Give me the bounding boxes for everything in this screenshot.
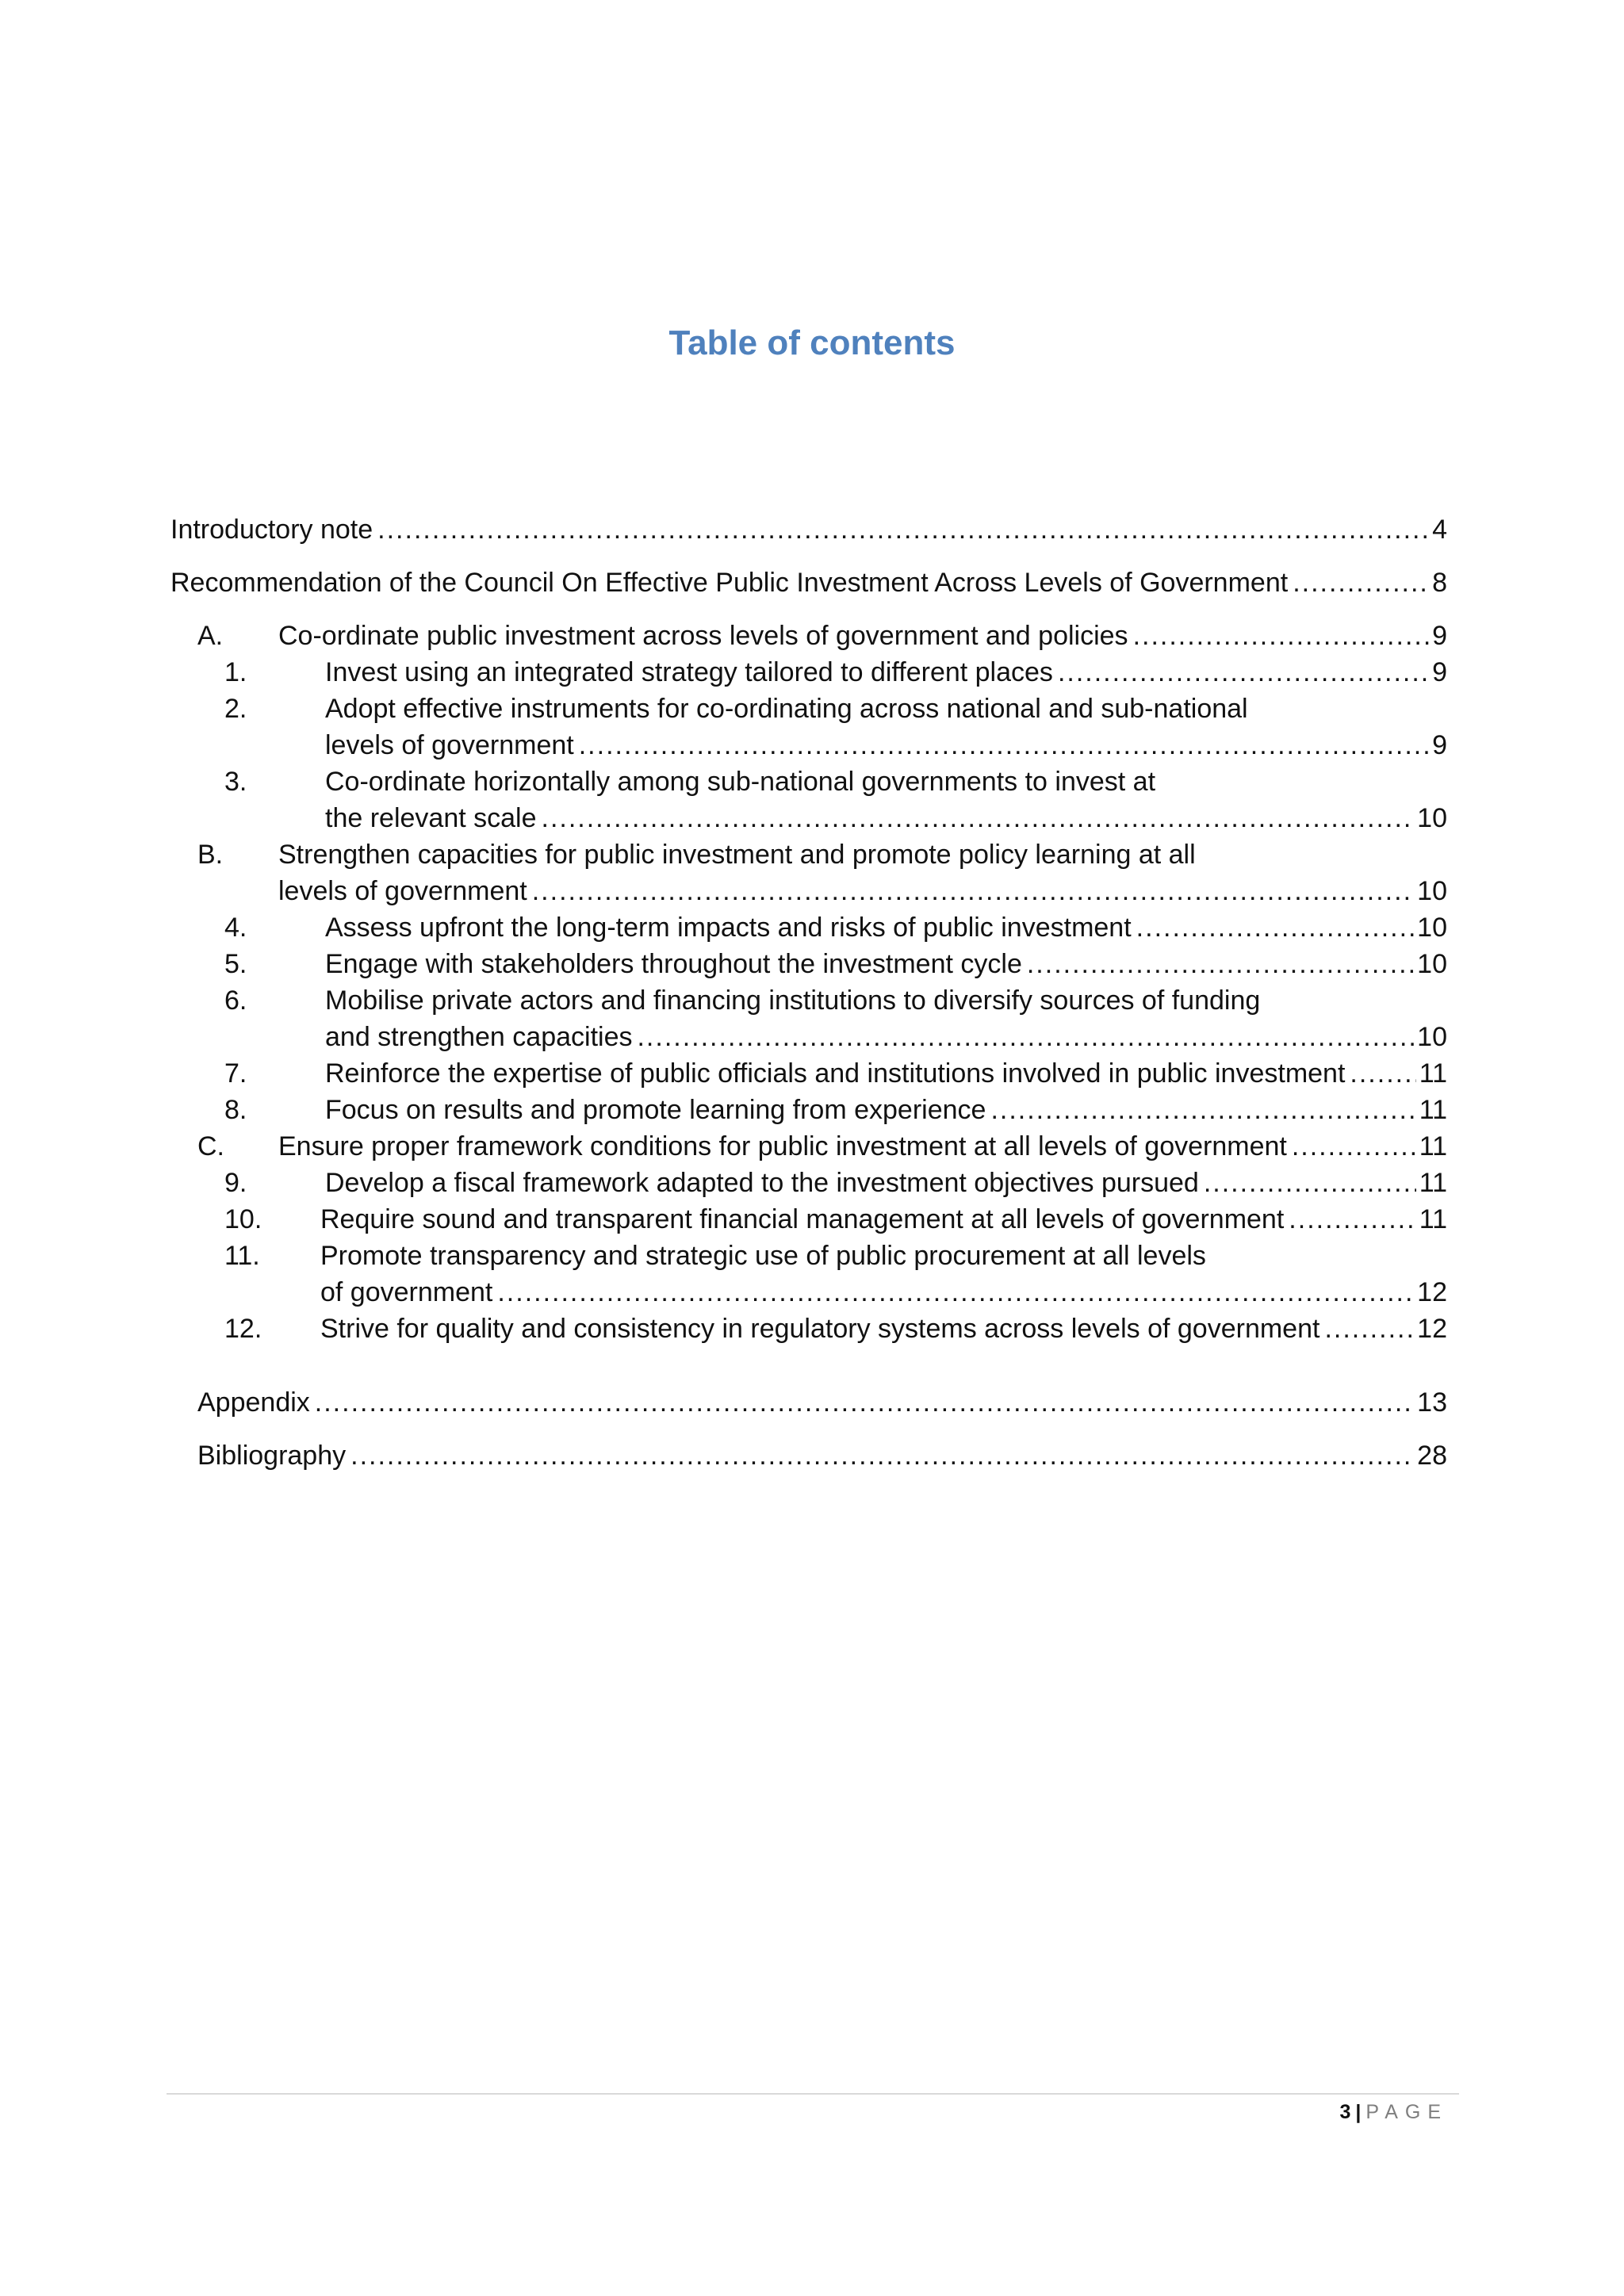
dot-leader [1350,1055,1415,1092]
dot-leader [315,1384,1414,1421]
toc-item-number: 5. [224,949,247,979]
toc-page-number: 10 [1417,876,1447,906]
toc-page-number: 9 [1432,730,1447,760]
dot-leader [579,727,1429,763]
toc-entry-text: Focus on results and promote learning from experience [325,1095,986,1125]
toc-entry-text: Ensure proper framework conditions for public investment at all levels of government [278,1131,1287,1161]
toc-item-number: 10. [224,1204,262,1234]
footer-divider [167,2093,1459,2095]
toc-entry-text: Co-ordinate public investment across levels of government and policies [278,621,1128,651]
dot-leader [1289,1201,1415,1238]
toc-item-number: 8. [224,1095,247,1125]
toc-entry-item-9[interactable] [224,1165,1447,1201]
dot-leader [497,1274,1414,1311]
dot-leader [1324,1311,1414,1347]
toc-entry-text-continued: of government [320,1277,493,1307]
dot-leader [1133,618,1430,654]
toc-entry-text: Adopt effective instruments for co-ordinating across national and sub-national [325,694,1248,724]
toc-entry-item-1[interactable] [224,654,1447,691]
toc-page-number: 12 [1417,1277,1447,1307]
toc-entry-item-12[interactable] [224,1311,1447,1347]
toc-entry-item-6-continued[interactable] [325,1019,1447,1055]
toc-entry-text: Require sound and transparent financial management at all levels of government [320,1204,1285,1234]
toc-page-number: 4 [1432,515,1447,545]
dot-leader [542,800,1415,836]
toc-entry-text: Promote transparency and strategic use of public procurement at all levels [320,1241,1206,1271]
toc-entry-text: Introductory note [170,515,373,545]
toc-page-number: 13 [1417,1387,1447,1418]
toc-page-number: 10 [1417,949,1447,979]
toc-page-number: 10 [1417,803,1447,833]
footer-page-indicator [1339,2096,1448,2128]
toc-page-number: 10 [1417,913,1447,943]
toc-entry-item-4[interactable] [224,909,1447,946]
toc-page-number: 11 [1419,1168,1447,1198]
toc-item-number: 1. [224,657,247,687]
toc-entry-text: Mobilise private actors and financing institutions to diversify sources of funding [325,985,1261,1016]
footer-page-number: 3 [1339,2101,1351,2123]
toc-entry-section-b[interactable] [197,836,1447,873]
page-title: Table of contents [668,323,956,362]
toc-entry-item-2[interactable] [224,691,1447,727]
toc-item-number: 3. [224,767,247,797]
toc-entry-text: Co-ordinate horizontally among sub-national governments to invest at [325,767,1156,797]
toc-item-number: 12. [224,1314,262,1344]
toc-page-number: 11 [1419,1131,1447,1161]
toc-entry-text: Develop a fiscal framework adapted to the investment objectives pursued [325,1168,1199,1198]
dot-leader [1027,946,1414,982]
toc-item-number: 11. [224,1241,260,1271]
toc-page-number: 8 [1432,568,1447,598]
toc-entry-text: Invest using an integrated strategy tailored to different places [325,657,1053,687]
toc-entry-introductory-note[interactable] [170,511,1447,548]
dot-leader [377,511,1429,548]
dot-leader [1136,909,1415,946]
toc-entry-section-a[interactable] [197,618,1447,654]
toc-entry-section-b-continued[interactable] [278,873,1447,909]
toc-page-number: 11 [1419,1204,1447,1234]
dot-leader [350,1437,1414,1474]
toc-section-label: C. [197,1131,224,1161]
dot-leader [532,873,1414,909]
toc-entry-item-8[interactable] [224,1092,1447,1128]
toc-page-number: 9 [1432,621,1447,651]
toc-entry-text: Strengthen capacities for public investment and promote policy learning at all [278,840,1196,870]
toc-item-number: 7. [224,1058,247,1089]
toc-entry-item-10[interactable] [224,1201,1447,1238]
toc-page-number: 12 [1417,1314,1447,1344]
dot-leader [1204,1165,1416,1201]
toc-entry-item-2-continued[interactable] [325,727,1447,763]
toc-entry-text-continued: the relevant scale [325,803,537,833]
toc-entry-text: Assess upfront the long-term impacts and risks of public investment [325,913,1132,943]
toc-entry-item-3[interactable] [224,763,1447,800]
toc-entry-item-5[interactable] [224,946,1447,982]
toc-page-number: 11 [1419,1058,1447,1089]
toc-page-number: 28 [1417,1441,1447,1471]
toc-item-number: 6. [224,985,247,1016]
toc-entry-item-7[interactable] [224,1055,1447,1092]
toc-entry-text-continued: levels of government [278,876,527,906]
footer-separator: | [1355,2101,1362,2123]
toc-item-number: 4. [224,913,247,943]
toc-page-number: 9 [1432,657,1447,687]
toc-entry-text: Bibliography [197,1441,347,1471]
toc-page-number: 11 [1419,1095,1447,1125]
toc-entry-text-continued: levels of government [325,730,574,760]
toc-entry-text: Engage with stakeholders throughout the investment cycle [325,949,1022,979]
toc-entry-text: Reinforce the expertise of public officials and institutions involved in public investment [325,1058,1346,1089]
toc-entry-item-3-continued[interactable] [325,800,1447,836]
dot-leader [1058,654,1429,691]
toc-entry-section-c[interactable] [197,1128,1447,1165]
toc-entry-text: Appendix [197,1387,310,1418]
toc-item-number: 9. [224,1168,247,1198]
toc-item-number: 2. [224,694,247,724]
toc-entry-appendix[interactable] [197,1384,1447,1421]
toc-entry-bibliography[interactable] [197,1437,1447,1474]
toc-entry-item-6[interactable] [224,982,1447,1019]
toc-entry-item-11[interactable] [224,1238,1447,1274]
footer-page-word: PAGE [1365,2101,1448,2123]
dot-leader [637,1019,1414,1055]
toc-entry-text-continued: and strengthen capacities [325,1022,633,1052]
toc-entry-recommendation[interactable] [170,564,1447,601]
dot-leader [1292,1128,1416,1165]
toc-entry-text: Strive for quality and consistency in regulatory systems across levels of government [320,1314,1320,1344]
dot-leader [1293,564,1429,601]
toc-page-number: 10 [1417,1022,1447,1052]
dot-leader [990,1092,1415,1128]
toc-section-label: B. [197,840,224,870]
toc-entry-text: Recommendation of the Council On Effective Public Investment Across Levels of Government [170,568,1289,598]
toc-entry-item-11-continued[interactable] [320,1274,1447,1311]
toc-section-label: A. [197,621,224,651]
